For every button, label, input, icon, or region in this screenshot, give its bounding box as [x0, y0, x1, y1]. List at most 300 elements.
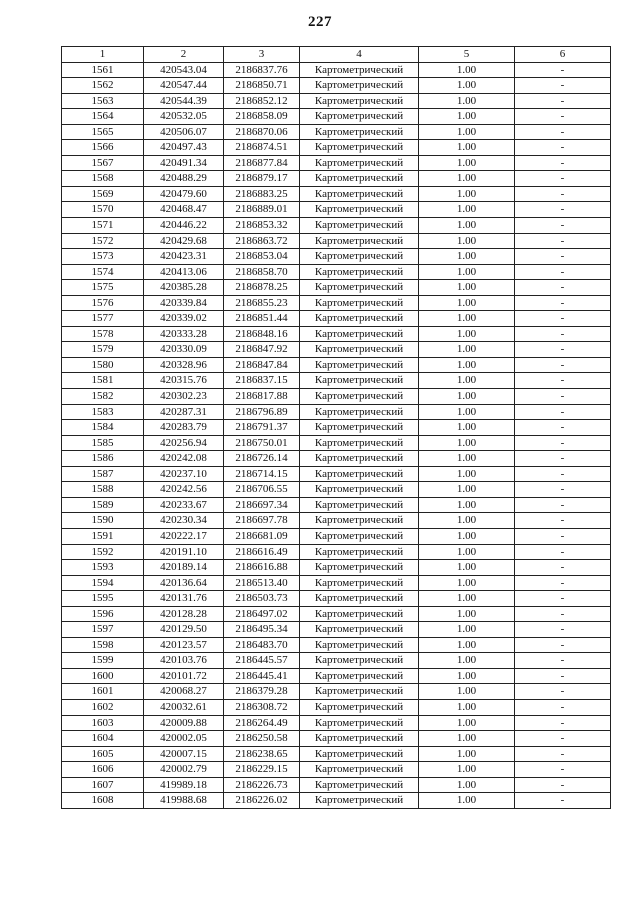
method-cell: Картометрический — [300, 528, 419, 544]
x-coordinate-cell: 420032.61 — [144, 699, 224, 715]
y-coordinate-cell: 2186848.16 — [224, 326, 300, 342]
table-row — [62, 420, 611, 436]
table-row — [62, 326, 611, 342]
table-row — [62, 622, 611, 638]
note-cell: - — [515, 528, 611, 544]
note-cell: - — [515, 715, 611, 731]
method-cell: Картометрический — [300, 249, 419, 265]
method-cell: Картометрический — [300, 357, 419, 373]
note-cell: - — [515, 544, 611, 560]
method-cell: Картометрический — [300, 326, 419, 342]
x-coordinate-cell: 420506.07 — [144, 124, 224, 140]
table-row — [62, 699, 611, 715]
note-cell: - — [515, 109, 611, 125]
y-coordinate-cell: 2186706.55 — [224, 482, 300, 498]
y-coordinate-cell: 2186697.78 — [224, 513, 300, 529]
y-coordinate-cell: 2186445.41 — [224, 668, 300, 684]
method-cell: Картометрический — [300, 171, 419, 187]
point-number-cell: 1604 — [62, 731, 144, 747]
note-cell: - — [515, 155, 611, 171]
accuracy-cell: 1.00 — [419, 171, 515, 187]
note-cell: - — [515, 668, 611, 684]
y-coordinate-cell: 2186853.32 — [224, 218, 300, 234]
accuracy-cell: 1.00 — [419, 264, 515, 280]
coordinates-table — [61, 46, 611, 809]
y-coordinate-cell: 2186796.89 — [224, 404, 300, 420]
y-coordinate-cell: 2186445.57 — [224, 653, 300, 669]
note-cell: - — [515, 653, 611, 669]
table-row — [62, 513, 611, 529]
accuracy-cell: 1.00 — [419, 404, 515, 420]
y-coordinate-cell: 2186870.06 — [224, 124, 300, 140]
note-cell: - — [515, 62, 611, 78]
point-number-cell: 1598 — [62, 637, 144, 653]
table-body — [62, 62, 611, 808]
point-number-cell: 1594 — [62, 575, 144, 591]
point-number-cell: 1567 — [62, 155, 144, 171]
method-cell: Картометрический — [300, 78, 419, 94]
accuracy-cell: 1.00 — [419, 280, 515, 296]
note-cell: - — [515, 342, 611, 358]
point-number-cell: 1583 — [62, 404, 144, 420]
accuracy-cell: 1.00 — [419, 528, 515, 544]
accuracy-cell: 1.00 — [419, 606, 515, 622]
method-cell: Картометрический — [300, 482, 419, 498]
note-cell: - — [515, 373, 611, 389]
y-coordinate-cell: 2186874.51 — [224, 140, 300, 156]
x-coordinate-cell: 420315.76 — [144, 373, 224, 389]
accuracy-cell: 1.00 — [419, 155, 515, 171]
method-cell: Картометрический — [300, 109, 419, 125]
x-coordinate-cell: 419988.68 — [144, 793, 224, 809]
accuracy-cell: 1.00 — [419, 140, 515, 156]
x-coordinate-cell: 420446.22 — [144, 218, 224, 234]
x-coordinate-cell: 420101.72 — [144, 668, 224, 684]
method-cell: Картометрический — [300, 762, 419, 778]
accuracy-cell: 1.00 — [419, 93, 515, 109]
table-row — [62, 389, 611, 405]
point-number-cell: 1561 — [62, 62, 144, 78]
accuracy-cell: 1.00 — [419, 762, 515, 778]
note-cell: - — [515, 218, 611, 234]
column-header-1: 1 — [62, 47, 144, 63]
table-row — [62, 575, 611, 591]
point-number-cell: 1564 — [62, 109, 144, 125]
table-row — [62, 451, 611, 467]
x-coordinate-cell: 420339.02 — [144, 311, 224, 327]
x-coordinate-cell: 420547.44 — [144, 78, 224, 94]
accuracy-cell: 1.00 — [419, 109, 515, 125]
note-cell: - — [515, 357, 611, 373]
method-cell: Картометрический — [300, 544, 419, 560]
point-number-cell: 1562 — [62, 78, 144, 94]
table-row — [62, 482, 611, 498]
note-cell: - — [515, 140, 611, 156]
x-coordinate-cell: 420413.06 — [144, 264, 224, 280]
note-cell: - — [515, 420, 611, 436]
x-coordinate-cell: 420544.39 — [144, 93, 224, 109]
y-coordinate-cell: 2186850.71 — [224, 78, 300, 94]
table-row — [62, 233, 611, 249]
y-coordinate-cell: 2186883.25 — [224, 186, 300, 202]
y-coordinate-cell: 2186791.37 — [224, 420, 300, 436]
method-cell: Картометрический — [300, 186, 419, 202]
method-cell: Картометрический — [300, 202, 419, 218]
accuracy-cell: 1.00 — [419, 497, 515, 513]
x-coordinate-cell: 420128.28 — [144, 606, 224, 622]
x-coordinate-cell: 420339.84 — [144, 295, 224, 311]
point-number-cell: 1601 — [62, 684, 144, 700]
accuracy-cell: 1.00 — [419, 62, 515, 78]
x-coordinate-cell: 420333.28 — [144, 326, 224, 342]
note-cell: - — [515, 404, 611, 420]
method-cell: Картометрический — [300, 777, 419, 793]
method-cell: Картометрический — [300, 591, 419, 607]
note-cell: - — [515, 295, 611, 311]
accuracy-cell: 1.00 — [419, 591, 515, 607]
point-number-cell: 1572 — [62, 233, 144, 249]
point-number-cell: 1577 — [62, 311, 144, 327]
table-row — [62, 528, 611, 544]
table-row — [62, 155, 611, 171]
point-number-cell: 1600 — [62, 668, 144, 684]
table-row — [62, 404, 611, 420]
x-coordinate-cell: 420136.64 — [144, 575, 224, 591]
note-cell: - — [515, 186, 611, 202]
y-coordinate-cell: 2186483.70 — [224, 637, 300, 653]
point-number-cell: 1590 — [62, 513, 144, 529]
table-row — [62, 93, 611, 109]
point-number-cell: 1582 — [62, 389, 144, 405]
table-row — [62, 140, 611, 156]
note-cell: - — [515, 93, 611, 109]
table-row — [62, 435, 611, 451]
table-row — [62, 544, 611, 560]
accuracy-cell: 1.00 — [419, 451, 515, 467]
accuracy-cell: 1.00 — [419, 466, 515, 482]
table-row — [62, 202, 611, 218]
note-cell: - — [515, 78, 611, 94]
method-cell: Картометрический — [300, 746, 419, 762]
method-cell: Картометрический — [300, 622, 419, 638]
y-coordinate-cell: 2186817.88 — [224, 389, 300, 405]
x-coordinate-cell: 420283.79 — [144, 420, 224, 436]
note-cell: - — [515, 606, 611, 622]
y-coordinate-cell: 2186238.65 — [224, 746, 300, 762]
column-header-4: 4 — [300, 47, 419, 63]
accuracy-cell: 1.00 — [419, 482, 515, 498]
table-row — [62, 78, 611, 94]
method-cell: Картометрический — [300, 435, 419, 451]
y-coordinate-cell: 2186837.76 — [224, 62, 300, 78]
table-row — [62, 746, 611, 762]
table-row — [62, 715, 611, 731]
point-number-cell: 1589 — [62, 497, 144, 513]
accuracy-cell: 1.00 — [419, 435, 515, 451]
accuracy-cell: 1.00 — [419, 560, 515, 576]
y-coordinate-cell: 2186714.15 — [224, 466, 300, 482]
y-coordinate-cell: 2186877.84 — [224, 155, 300, 171]
x-coordinate-cell: 420468.47 — [144, 202, 224, 218]
x-coordinate-cell: 420103.76 — [144, 653, 224, 669]
table-row — [62, 606, 611, 622]
y-coordinate-cell: 2186847.92 — [224, 342, 300, 358]
point-number-cell: 1592 — [62, 544, 144, 560]
point-number-cell: 1578 — [62, 326, 144, 342]
method-cell: Картометрический — [300, 124, 419, 140]
method-cell: Картометрический — [300, 575, 419, 591]
table-row — [62, 218, 611, 234]
method-cell: Картометрический — [300, 264, 419, 280]
table-row — [62, 653, 611, 669]
table-row — [62, 342, 611, 358]
table-row — [62, 497, 611, 513]
point-number-cell: 1602 — [62, 699, 144, 715]
x-coordinate-cell: 420479.60 — [144, 186, 224, 202]
point-number-cell: 1603 — [62, 715, 144, 731]
point-number-cell: 1584 — [62, 420, 144, 436]
y-coordinate-cell: 2186852.12 — [224, 93, 300, 109]
note-cell: - — [515, 249, 611, 265]
method-cell: Картометрический — [300, 451, 419, 467]
accuracy-cell: 1.00 — [419, 295, 515, 311]
table-row — [62, 264, 611, 280]
method-cell: Картометрический — [300, 653, 419, 669]
y-coordinate-cell: 2186379.28 — [224, 684, 300, 700]
x-coordinate-cell: 420189.14 — [144, 560, 224, 576]
y-coordinate-cell: 2186697.34 — [224, 497, 300, 513]
method-cell: Картометрический — [300, 295, 419, 311]
note-cell: - — [515, 233, 611, 249]
note-cell: - — [515, 731, 611, 747]
y-coordinate-cell: 2186616.88 — [224, 560, 300, 576]
x-coordinate-cell: 420129.50 — [144, 622, 224, 638]
note-cell: - — [515, 264, 611, 280]
x-coordinate-cell: 420242.56 — [144, 482, 224, 498]
y-coordinate-cell: 2186837.15 — [224, 373, 300, 389]
note-cell: - — [515, 497, 611, 513]
y-coordinate-cell: 2186495.34 — [224, 622, 300, 638]
x-coordinate-cell: 420007.15 — [144, 746, 224, 762]
point-number-cell: 1586 — [62, 451, 144, 467]
point-number-cell: 1573 — [62, 249, 144, 265]
accuracy-cell: 1.00 — [419, 186, 515, 202]
table-row — [62, 591, 611, 607]
note-cell: - — [515, 482, 611, 498]
table-row — [62, 668, 611, 684]
table-row — [62, 171, 611, 187]
note-cell: - — [515, 124, 611, 140]
x-coordinate-cell: 420131.76 — [144, 591, 224, 607]
y-coordinate-cell: 2186726.14 — [224, 451, 300, 467]
y-coordinate-cell: 2186616.49 — [224, 544, 300, 560]
page-number: 227 — [308, 14, 332, 30]
method-cell: Картометрический — [300, 140, 419, 156]
point-number-cell: 1576 — [62, 295, 144, 311]
point-number-cell: 1595 — [62, 591, 144, 607]
note-cell: - — [515, 280, 611, 296]
note-cell: - — [515, 777, 611, 793]
y-coordinate-cell: 2186878.25 — [224, 280, 300, 296]
note-cell: - — [515, 466, 611, 482]
accuracy-cell: 1.00 — [419, 793, 515, 809]
x-coordinate-cell: 420423.31 — [144, 249, 224, 265]
accuracy-cell: 1.00 — [419, 218, 515, 234]
x-coordinate-cell: 420242.08 — [144, 451, 224, 467]
accuracy-cell: 1.00 — [419, 389, 515, 405]
method-cell: Картометрический — [300, 93, 419, 109]
column-header-6: 6 — [515, 47, 611, 63]
y-coordinate-cell: 2186750.01 — [224, 435, 300, 451]
y-coordinate-cell: 2186681.09 — [224, 528, 300, 544]
column-header-5: 5 — [419, 47, 515, 63]
x-coordinate-cell: 420330.09 — [144, 342, 224, 358]
table-row — [62, 466, 611, 482]
accuracy-cell: 1.00 — [419, 746, 515, 762]
note-cell: - — [515, 326, 611, 342]
x-coordinate-cell: 420222.17 — [144, 528, 224, 544]
point-number-cell: 1568 — [62, 171, 144, 187]
y-coordinate-cell: 2186853.04 — [224, 249, 300, 265]
method-cell: Картометрический — [300, 497, 419, 513]
accuracy-cell: 1.00 — [419, 715, 515, 731]
y-coordinate-cell: 2186226.02 — [224, 793, 300, 809]
note-cell: - — [515, 746, 611, 762]
point-number-cell: 1588 — [62, 482, 144, 498]
point-number-cell: 1587 — [62, 466, 144, 482]
accuracy-cell: 1.00 — [419, 622, 515, 638]
accuracy-cell: 1.00 — [419, 513, 515, 529]
x-coordinate-cell: 420230.34 — [144, 513, 224, 529]
method-cell: Картометрический — [300, 715, 419, 731]
method-cell: Картометрический — [300, 280, 419, 296]
point-number-cell: 1585 — [62, 435, 144, 451]
accuracy-cell: 1.00 — [419, 311, 515, 327]
note-cell: - — [515, 513, 611, 529]
x-coordinate-cell: 420287.31 — [144, 404, 224, 420]
note-cell: - — [515, 637, 611, 653]
point-number-cell: 1569 — [62, 186, 144, 202]
table-row — [62, 109, 611, 125]
table-row — [62, 373, 611, 389]
y-coordinate-cell: 2186503.73 — [224, 591, 300, 607]
note-cell: - — [515, 560, 611, 576]
point-number-cell: 1593 — [62, 560, 144, 576]
y-coordinate-cell: 2186851.44 — [224, 311, 300, 327]
note-cell: - — [515, 389, 611, 405]
method-cell: Картометрический — [300, 342, 419, 358]
point-number-cell: 1596 — [62, 606, 144, 622]
method-cell: Картометрический — [300, 731, 419, 747]
x-coordinate-cell: 420009.88 — [144, 715, 224, 731]
accuracy-cell: 1.00 — [419, 233, 515, 249]
note-cell: - — [515, 684, 611, 700]
x-coordinate-cell: 420123.57 — [144, 637, 224, 653]
method-cell: Картометрический — [300, 513, 419, 529]
table-row — [62, 731, 611, 747]
point-number-cell: 1608 — [62, 793, 144, 809]
method-cell: Картометрический — [300, 668, 419, 684]
method-cell: Картометрический — [300, 699, 419, 715]
table-row — [62, 637, 611, 653]
y-coordinate-cell: 2186226.73 — [224, 777, 300, 793]
x-coordinate-cell: 420532.05 — [144, 109, 224, 125]
note-cell: - — [515, 202, 611, 218]
x-coordinate-cell: 420328.96 — [144, 357, 224, 373]
y-coordinate-cell: 2186847.84 — [224, 357, 300, 373]
y-coordinate-cell: 2186513.40 — [224, 575, 300, 591]
note-cell: - — [515, 451, 611, 467]
x-coordinate-cell: 420429.68 — [144, 233, 224, 249]
accuracy-cell: 1.00 — [419, 249, 515, 265]
accuracy-cell: 1.00 — [419, 342, 515, 358]
accuracy-cell: 1.00 — [419, 357, 515, 373]
point-number-cell: 1570 — [62, 202, 144, 218]
point-number-cell: 1591 — [62, 528, 144, 544]
accuracy-cell: 1.00 — [419, 653, 515, 669]
accuracy-cell: 1.00 — [419, 777, 515, 793]
point-number-cell: 1565 — [62, 124, 144, 140]
method-cell: Картометрический — [300, 466, 419, 482]
x-coordinate-cell: 420256.94 — [144, 435, 224, 451]
point-number-cell: 1566 — [62, 140, 144, 156]
method-cell: Картометрический — [300, 793, 419, 809]
y-coordinate-cell: 2186858.09 — [224, 109, 300, 125]
method-cell: Картометрический — [300, 606, 419, 622]
method-cell: Картометрический — [300, 637, 419, 653]
point-number-cell: 1607 — [62, 777, 144, 793]
accuracy-cell: 1.00 — [419, 668, 515, 684]
table-row — [62, 560, 611, 576]
note-cell: - — [515, 311, 611, 327]
table-row — [62, 357, 611, 373]
table-header-row — [62, 47, 611, 63]
table-row — [62, 186, 611, 202]
point-number-cell: 1563 — [62, 93, 144, 109]
method-cell: Картометрический — [300, 404, 419, 420]
note-cell: - — [515, 435, 611, 451]
y-coordinate-cell: 2186229.15 — [224, 762, 300, 778]
method-cell: Картометрический — [300, 684, 419, 700]
x-coordinate-cell: 420488.29 — [144, 171, 224, 187]
point-number-cell: 1579 — [62, 342, 144, 358]
note-cell: - — [515, 762, 611, 778]
x-coordinate-cell: 420302.23 — [144, 389, 224, 405]
method-cell: Картометрический — [300, 373, 419, 389]
y-coordinate-cell: 2186855.23 — [224, 295, 300, 311]
accuracy-cell: 1.00 — [419, 699, 515, 715]
method-cell: Картометрический — [300, 420, 419, 436]
y-coordinate-cell: 2186250.58 — [224, 731, 300, 747]
note-cell: - — [515, 591, 611, 607]
x-coordinate-cell: 420385.28 — [144, 280, 224, 296]
table-row — [62, 295, 611, 311]
y-coordinate-cell: 2186497.02 — [224, 606, 300, 622]
table-row — [62, 62, 611, 78]
x-coordinate-cell: 420491.34 — [144, 155, 224, 171]
x-coordinate-cell: 420497.43 — [144, 140, 224, 156]
x-coordinate-cell: 420237.10 — [144, 466, 224, 482]
point-number-cell: 1599 — [62, 653, 144, 669]
method-cell: Картометрический — [300, 62, 419, 78]
y-coordinate-cell: 2186879.17 — [224, 171, 300, 187]
note-cell: - — [515, 171, 611, 187]
note-cell: - — [515, 793, 611, 809]
column-header-2: 2 — [144, 47, 224, 63]
accuracy-cell: 1.00 — [419, 326, 515, 342]
accuracy-cell: 1.00 — [419, 637, 515, 653]
y-coordinate-cell: 2186863.72 — [224, 233, 300, 249]
